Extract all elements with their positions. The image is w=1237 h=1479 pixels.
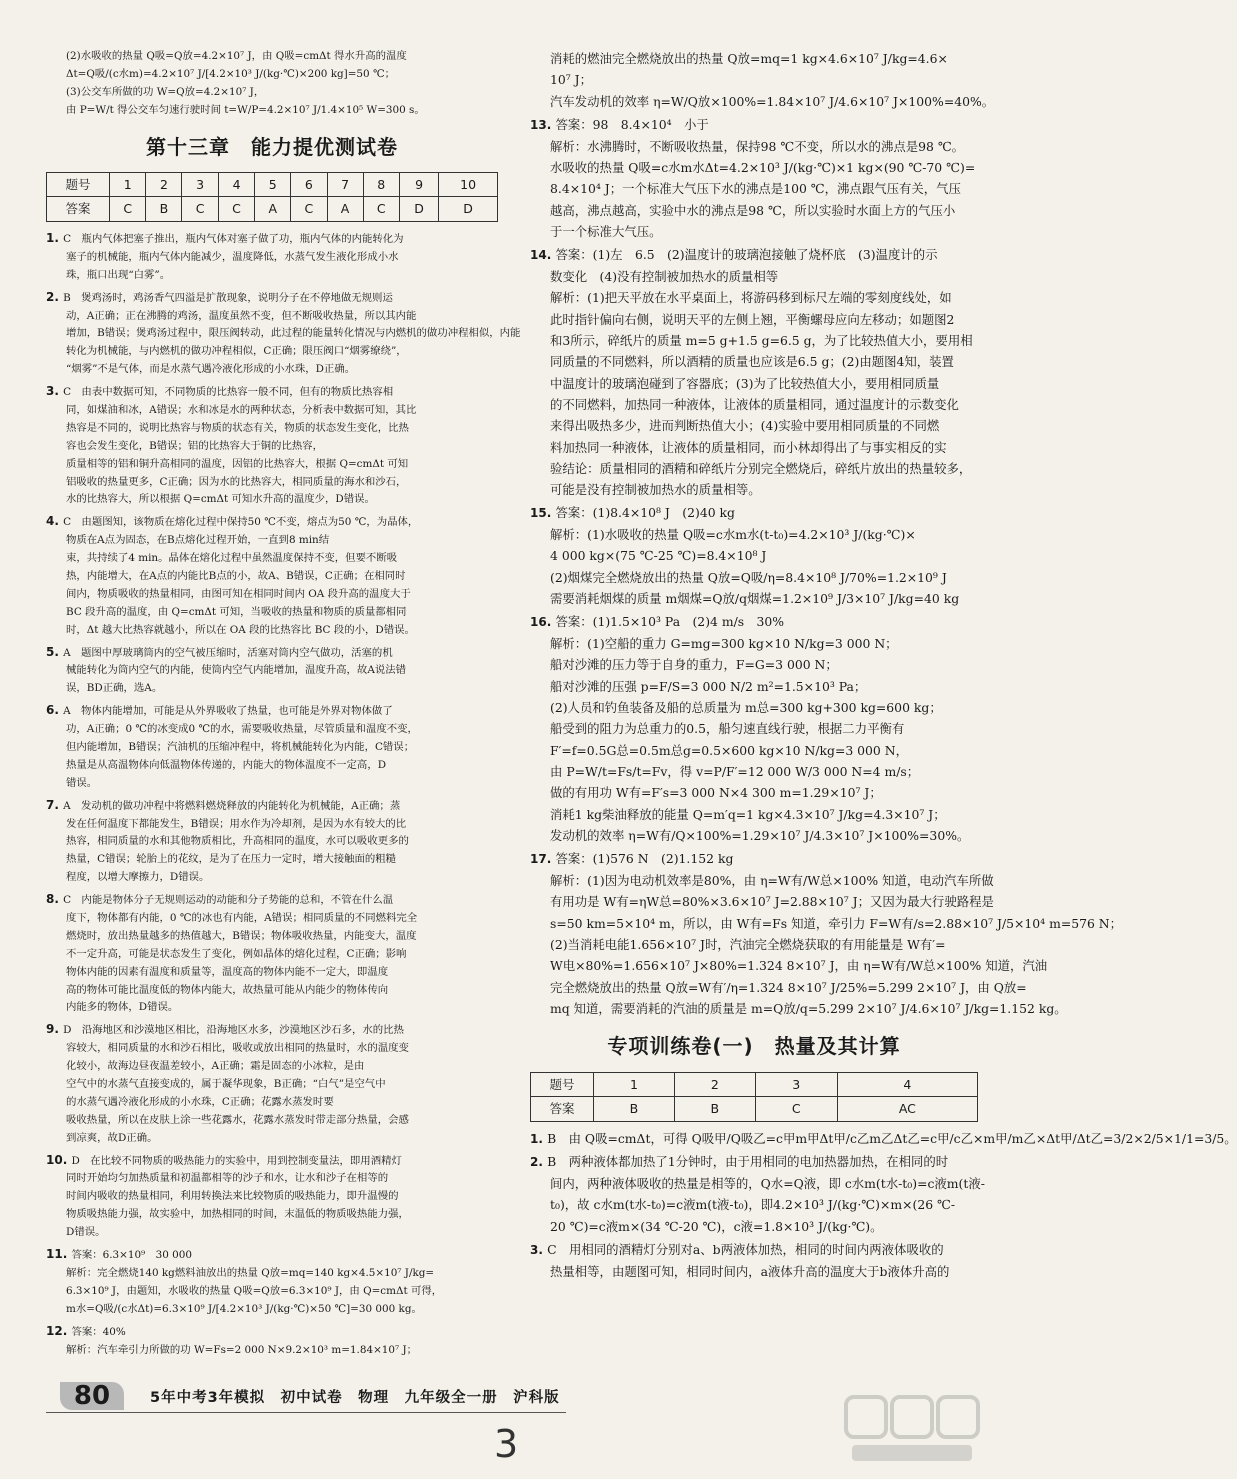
question-text: 转化为机械能，与内燃机的做功冲程相似，C正确；限压阀口“烟雾缭绕”， xyxy=(66,345,407,358)
question-text: D错误。 xyxy=(66,1226,106,1239)
question-text: BC 段升高的温度，由 Q=cmΔt 可知，当吸收的热量和物质的质量都相同 xyxy=(66,605,407,618)
question-text: 塞子的机械能，瓶内气体内能减少，温度降低，水蒸气发生液化形成小水 xyxy=(66,250,399,263)
watermark-logo-icon xyxy=(842,1389,982,1467)
question-text: 空气中的水蒸气直接变成的，属于凝华现象，B正确；“白气”是空气中 xyxy=(66,1078,386,1091)
question-text: 到凉爽，故D正确。 xyxy=(66,1131,158,1144)
table-cell-answer: C xyxy=(291,197,327,222)
question-text: 发在任何温度下都能发生，B错误；用水作为冷却剂，是因为水有较大的比 xyxy=(66,817,407,830)
question-text: 此时指针偏向右侧，说明天平的左侧上翘，平衡螺母应向左移动；如题图2 xyxy=(550,311,955,327)
table-cell-number: 6 xyxy=(291,172,327,197)
question-text: 答案：98 8.4×10⁴ 小于 xyxy=(555,116,709,132)
question-text: 的不同燃料，加热同一种液体，让液体的质量相同，通过温度计的示数变化 xyxy=(550,396,959,412)
question-number: 17. xyxy=(530,852,556,867)
question-item xyxy=(530,611,978,846)
question-text: 答案：(1)1.5×10³ Pa (2)4 m/s 30% xyxy=(555,614,785,630)
question-item xyxy=(530,1239,978,1282)
question-text: 船受到的阻力为总重力的0.5，船匀速直线行驶，根据二力平衡有 xyxy=(550,721,905,737)
question-text: 热容，相同质量的水和其他物质相比，升高相同的温度，水可以吸收更多的 xyxy=(66,835,409,848)
question-number: 16. xyxy=(530,615,556,630)
question-item xyxy=(530,1128,1237,1150)
question-text: 热，内能增大，在A点的内能比B点的小，故A、B错误，C正确；在相同时 xyxy=(66,569,406,582)
question-text: 动，A正确；正在沸腾的鸡汤，温度虽然不变，但不断吸收热量，所以其内能 xyxy=(66,309,417,322)
question-text: 料加热同一种液体，让液体的质量相同，而小林却得出了与事实相反的实 xyxy=(550,439,947,455)
question-text: 内能多的物体，D错误。 xyxy=(66,1001,179,1014)
table-cell-answer: A xyxy=(255,197,291,222)
text-line: (3)公交车所做的功 W=Q放=4.2×10⁷ J， xyxy=(66,85,265,98)
table-cell-number: 3 xyxy=(182,172,218,197)
table-cell-answer: B xyxy=(146,197,182,222)
question-text: 的水蒸气遇冷液化形成的小水珠，C正确；花露水蒸发时要 xyxy=(66,1095,334,1108)
question-text: 越高，沸点越高，实验中水的沸点是98 ℃，所以实验时水面上方的气压小 xyxy=(550,202,956,218)
question-text: 答案：6.3×10⁹ 30 000 xyxy=(71,1249,192,1262)
question-text: “烟雾”不是气体，而是水蒸气遇冷液化形成的小水珠，D正确。 xyxy=(66,363,356,376)
question-text: 时间内吸收的热量相同，利用转换法来比较物质的吸热能力，即升温慢的 xyxy=(66,1190,399,1203)
question-number: 5. xyxy=(46,644,64,659)
table-cell-answer: B xyxy=(674,1097,755,1122)
question-text: 于一个标准大气压。 xyxy=(550,223,662,239)
question-text: A 题图中厚玻璃筒内的空气被压缩时，活塞对筒内空气做功，活塞的机 xyxy=(63,646,393,659)
question-text: 验结论：质量相同的酒精和碎纸片分别完全燃烧后，碎纸片放出的热量较多， xyxy=(550,460,972,476)
question-text: t₀)，故 c水m(t水-t₀)=c液m(t液-t₀)，即4.2×10³ J/(kg·℃)×m×(26 ℃- xyxy=(550,1197,956,1213)
question-text: 容也会发生变化，B错误；铝的比热容大于铜的比热容， xyxy=(66,439,324,452)
question-text: 同，如煤油和冰，A错误；水和冰是水的两种状态，分析表中数据可知，其比 xyxy=(66,403,417,416)
table-cell-number: 1 xyxy=(594,1072,675,1097)
question-text: 束，共持续了4 min。晶体在熔化过程中虽然温度保持不变，但要不断吸 xyxy=(66,552,398,565)
table-answer-label: 答案 xyxy=(531,1097,594,1122)
question-text: C 内能是物体分子无规则运动的动能和分子势能的总和，不管在什么温 xyxy=(63,894,394,907)
question-text: 高的物体可能比温度低的物体内能大，故热量可能从内能少的物体传向 xyxy=(66,983,389,996)
question-item xyxy=(530,848,1123,1019)
question-item xyxy=(530,502,978,609)
table-cell-number: 2 xyxy=(146,172,182,197)
question-text: 容较大，相同质量的水和沙石相比，吸收或放出相同的热量时，水的温度变 xyxy=(66,1042,409,1055)
question-text: 水吸收的热量 Q吸=c水m水Δt=4.2×10³ J/(kg·℃)×1 kg×(90 ℃-70 ℃)= xyxy=(550,159,976,175)
question-text: 珠，瓶口出现“白雾”。 xyxy=(66,268,171,281)
question-text: (2)当消耗电能1.656×10⁷ J时，汽油完全燃烧获取的有用能量是 W有′= xyxy=(550,936,946,952)
question-text: 时，Δt 越大比热容就越小，所以在 OA 段的比热容比 BC 段的小，D错误。 xyxy=(66,623,415,636)
question-text: 由 P=W/t=Fs/t=Fv，得 v=P/F′=12 000 W/3 000 N=4 m/s； xyxy=(550,764,920,780)
question-text: 答案：40% xyxy=(71,1325,126,1338)
question-text: 热容是不同的，说明比热容与物质的状态有关，物质的状态发生变化，比热 xyxy=(66,421,409,434)
question-text: 解析：水沸腾时，不断吸收热量，保持98 ℃不变，所以水的沸点是98 ℃。 xyxy=(550,138,965,154)
question-item xyxy=(530,114,978,242)
special-training-questions xyxy=(530,1128,1237,1282)
question-text: 吸收热量，所以在皮肤上涂一些花露水，花露水蒸发时带走部分热量，会感 xyxy=(66,1113,409,1126)
table-cell-number: 10 xyxy=(439,172,498,197)
question-text: 答案：(1)8.4×10⁸ J (2)40 kg xyxy=(555,505,735,521)
question-text: 同时开始均匀加热质量和初温都相等的沙子和水，让水和沙子在相等的 xyxy=(66,1172,389,1185)
left-intro xyxy=(46,48,498,120)
question-text: 解析：汽车牵引力所做的功 W=Fs=2 000 N×9.2×10³ m=1.84×10⁷ J； xyxy=(66,1343,418,1356)
question-text: 解析：完全燃烧140 kg燃料油放出的热量 Q放=mq=140 kg×4.5×10⁷ J/kg= xyxy=(66,1266,435,1279)
question-text: 间内，两种液体吸收的热量是相等的，Q水=Q液，即 c水m(t水-t₀)=c液m(t液- xyxy=(550,1175,985,1191)
question-text: 数变化 (4)没有控制被加热水的质量相等 xyxy=(550,268,779,284)
question-number: 14. xyxy=(530,248,556,263)
question-text: 物体内能的因素有温度和质量等，温度高的物体内能不一定大，即温度 xyxy=(66,965,389,978)
question-number: 1. xyxy=(46,230,64,245)
question-text: 间内，物质吸收的热量相同，由图可知在相同时间内 OA 段升高的温度大于 xyxy=(66,587,411,600)
text-line: 汽车发动机的效率 η=W/Q放×100%=1.84×10⁷ J/4.6×10⁷ J×100%=40%。 xyxy=(550,93,995,109)
question-number: 1. xyxy=(530,1131,548,1146)
right-column xyxy=(530,48,1237,1282)
question-text: 答案：(1)576 N (2)1.152 kg xyxy=(555,851,734,867)
special-training-title: 专项训练卷(一) 热量及其计算 xyxy=(607,1034,901,1059)
question-text: 功，A正确；0 ℃的冰变成0 ℃的水，需要吸收热量，尽管质量和温度不变， xyxy=(66,723,418,736)
question-text: 误，BD正确，选A。 xyxy=(66,682,163,695)
question-text: 6.3×10⁹ J，由题知，水吸收的热量 Q吸=Q放=6.3×10⁹ J，由 Q=cmΔt 可得， xyxy=(66,1284,443,1297)
question-text: 和3所示，碎纸片的质量 m=5 g+1.5 g=6.5 g，为了比较热值大小，要用相 xyxy=(550,332,973,348)
question-text: 水的比热容大，所以根据 Q=cmΔt 可知水升高的温度少，D错误。 xyxy=(66,493,375,506)
chapter13-answer-table xyxy=(46,172,498,222)
question-text: 解析：(1)把天平放在水平桌面上，将游码移到标尺左端的零刻度线处，如 xyxy=(550,290,952,306)
question-text: 热量是从高温物体向低温物体传递的，内能大的物体温度不一定高，D xyxy=(66,758,387,771)
question-text: 有用功是 W有=ηW总=80%×3.6×10⁷ J=2.88×10⁷ J；又因为最大行驶路程是 xyxy=(550,894,994,910)
page-number: 80 xyxy=(60,1382,124,1410)
question-text: 船对沙滩的压强 p=F/S=3 000 N/2 m²=1.5×10³ Pa； xyxy=(550,678,867,694)
table-cell-number: 9 xyxy=(399,172,438,197)
footer-divider xyxy=(46,1412,566,1413)
question-item xyxy=(46,700,498,792)
question-number: 11. xyxy=(46,1247,72,1262)
question-text: 程度，以增大摩擦力，D错误。 xyxy=(66,871,210,884)
question-item xyxy=(46,287,521,379)
special-training-answer-table xyxy=(530,1072,978,1122)
question-item xyxy=(46,1321,498,1360)
text-line: 消耗的燃油完全燃烧放出的热量 Q放=mq=1 kg×4.6×10⁷ J/kg=4.6× xyxy=(550,51,948,66)
question-text: 20 ℃)=c液m×(34 ℃-20 ℃)，c液=1.8×10³ J/(kg·℃)。 xyxy=(550,1218,883,1234)
question-text: 燃烧时，放出热量越多的热值越大，B错误；物体吸收热量，内能变大，温度 xyxy=(66,929,417,942)
question-text: C 由表中数据可知，不同物质的比热容一般不同，但有的物质比热容相 xyxy=(63,386,394,399)
text-line: 10⁷ J； xyxy=(550,72,593,88)
question-text: 解析：(1)因为电动机效率是80%，由 η=W有/W总×100% 知道，电动汽车所做 xyxy=(550,872,994,888)
question-text: mq 知道，需要消耗的汽油的质量是 m=Q放/q=5.299 2×10⁷ J/4.6×10⁷ J/kg=1.152 kg。 xyxy=(550,1000,1067,1016)
right-intro xyxy=(530,48,995,112)
text-line: 由 P=W/t 得公交车匀速行驶时间 t=W/P=4.2×10⁷ J/1.4×10⁵ W=300 s。 xyxy=(66,103,425,116)
question-number: 13. xyxy=(530,117,556,132)
question-text: D 在比较不同物质的吸热能力的实验中，用到控制变量法，即用酒精灯 xyxy=(71,1154,402,1167)
table-cell-number: 4 xyxy=(218,172,254,197)
text-line: (2)水吸收的热量 Q吸=Q放=4.2×10⁷ J，由 Q吸=cmΔt 得水升高的温度 xyxy=(66,50,407,62)
question-text: 化较小，故海边昼夜温差较小，A正确；霜是固态的小冰粒，是由 xyxy=(66,1060,365,1073)
question-text: 热量，C错误；轮胎上的花纹，是为了在压力一定时，增大接触面的粗糙 xyxy=(66,853,397,866)
question-number: 9. xyxy=(46,1022,64,1037)
text-line: Δt=Q吸/(c水m)=4.2×10⁷ J/[4.2×10³ J/(kg·℃)×200 kg]=50 ℃； xyxy=(66,67,395,80)
question-item xyxy=(46,1150,498,1242)
question-text: (2)人员和钓鱼装备及船的总质量为 m总=300 kg+300 kg=600 kg； xyxy=(550,700,942,716)
question-text: F′=f=0.5G总=0.5m总g=0.5×600 kg×10 N/kg=3 000 N， xyxy=(550,742,908,758)
question-text: 8.4×10⁴ J；一个标准大气压下水的沸点是100 ℃，沸点跟气压有关，气压 xyxy=(550,181,961,197)
question-number: 6. xyxy=(46,703,64,718)
question-text: 答案：(1)左 6.5 (2)温度计的玻璃泡接触了烧杯底 (3)温度计的示 xyxy=(555,247,938,263)
question-text: 解析：(1)水吸收的热量 Q吸=c水m水(t-t₀)=4.2×10³ J/(kg·℃)× xyxy=(550,527,916,543)
table-cell-answer: B xyxy=(594,1097,675,1122)
table-cell-answer: A xyxy=(327,197,363,222)
question-text: 度下，物体都有内能，0 ℃的冰也有内能，A错误；相同质量的不同燃料完全 xyxy=(66,912,418,925)
question-text: C 由题图知，该物质在熔化过程中保持50 ℃不变，熔点为50 ℃，为晶体， xyxy=(63,516,419,529)
question-text: 但内能增加，B错误；汽油机的压缩冲程中，将机械能转化为内能，C错误； xyxy=(66,741,415,753)
table-cell-answer: C xyxy=(182,197,218,222)
chapter13-questions-cont xyxy=(530,114,1123,1019)
chapter13-questions xyxy=(46,228,521,1359)
question-text: 增加，B错误；煲鸡汤过程中，限压阀转动，此过程的能量转化情况与内燃机的做功冲程相似，内能 xyxy=(66,327,521,340)
question-text: 可能是没有控制被加热水的质量相等。 xyxy=(550,482,761,498)
question-text: A 物体内能增加，可能是从外界吸收了热量，也可能是外界对物体做了 xyxy=(63,705,393,718)
question-text: 质量相等的铝和铜升高相同的温度，因铝的比热容大，根据 Q=cmΔt 可知 xyxy=(66,457,409,470)
question-text: B 两种液体都加热了1分钟时，由于用相同的电加热器加热，在相同的时 xyxy=(547,1154,949,1170)
question-text: 铝吸收的热量更多，C正确；因为水的比热容大，相同质量的海水和沙石， xyxy=(66,475,407,488)
question-item xyxy=(46,1244,498,1319)
question-item xyxy=(46,1019,498,1147)
question-text: C 瓶内气体把塞子推出，瓶内气体对塞子做了功，瓶内气体的内能转化为 xyxy=(63,232,404,245)
question-item xyxy=(46,889,498,1017)
question-item xyxy=(530,1151,985,1237)
question-number: 8. xyxy=(46,892,64,907)
question-text: 中温度计的玻璃泡碰到了容器底；(3)为了比较热值大小，要用相同质量 xyxy=(550,375,940,391)
question-text: 热量相等，由题图可知，相同时间内，a液体升高的温度大于b液体升高的 xyxy=(550,1263,950,1279)
question-item xyxy=(530,244,978,500)
table-cell-number: 4 xyxy=(837,1072,977,1097)
question-number: 15. xyxy=(530,506,556,521)
question-number: 3. xyxy=(530,1242,548,1257)
question-text: 物质吸热能力强，故实验中，加热相同的时间，末温低的物质吸热能力强， xyxy=(66,1208,409,1221)
question-item xyxy=(46,642,498,699)
question-number: 10. xyxy=(46,1152,72,1167)
question-text: 解析：(1)空船的重力 G=mg=300 kg×10 N/kg=3 000 N； xyxy=(550,636,898,652)
question-number: 2. xyxy=(46,289,64,304)
table-header-label: 题号 xyxy=(531,1072,594,1097)
question-item xyxy=(46,381,498,509)
question-text: 错误。 xyxy=(66,776,98,789)
question-text: 同质量的不同燃料，所以酒精的质量也应该是6.5 g；(2)由题图4知，装置 xyxy=(550,354,954,370)
table-cell-answer: D xyxy=(439,197,498,222)
book-title: 5年中考3年模拟 初中试卷 物理 九年级全一册 沪科版 xyxy=(150,1390,560,1406)
question-text: (2)烟煤完全燃烧放出的热量 Q放=Q吸/η=8.4×10⁸ J/70%=1.2×10⁹ J xyxy=(550,569,947,585)
table-cell-answer: D xyxy=(399,197,438,222)
question-text: 来得出吸热多少，进而判断热值大小；(4)实验中要用相同质量的不同燃 xyxy=(550,418,940,434)
question-text: 完全燃烧放出的热量 Q放=W有′/η=1.324 8×10⁷ J/25%=5.299 2×10⁷ J，由 Q放= xyxy=(550,979,1027,995)
question-number: 7. xyxy=(46,797,64,812)
question-text: B 由 Q吸=cmΔt，可得 Q吸甲/Q吸乙=c甲m甲Δt甲/c乙m乙Δt乙=c甲/c乙×m甲/m乙×Δt甲/Δt乙=3/2×2/5×1/1=3/5。 xyxy=(547,1130,1237,1146)
question-text: A 发动机的做功冲程中将燃料燃烧释放的内能转化为机械能，A正确；蒸 xyxy=(63,799,401,812)
question-item xyxy=(46,228,498,285)
question-text: 做的有用功 W有=F′s=3 000 N×4 300 m=1.29×10⁷ J； xyxy=(550,785,882,801)
table-cell-number: 1 xyxy=(110,172,146,197)
question-number: 4. xyxy=(46,514,64,529)
chapter13-title: 第十三章 能力提优测试卷 xyxy=(146,134,398,159)
table-cell-answer: AC xyxy=(837,1097,977,1122)
table-cell-number: 7 xyxy=(327,172,363,197)
question-text: 船对沙滩的压力等于自身的重力，F=G=3 000 N； xyxy=(550,657,838,673)
question-text: 消耗1 kg柴油释放的能量 Q=m′q=1 kg×4.3×10⁷ J/kg=4.3×10⁷ J； xyxy=(550,806,946,822)
question-number: 3. xyxy=(46,384,64,399)
left-column xyxy=(46,48,521,1359)
question-text: m水=Q吸/(c水Δt)=6.3×10⁹ J/[4.2×10³ J/(kg·℃)×50 ℃]=30 000 kg。 xyxy=(66,1302,422,1315)
question-number: 2. xyxy=(530,1155,548,1170)
question-text: C 用相同的酒精灯分别对a、b两液体加热，相同的时间内两液体吸收的 xyxy=(547,1241,944,1257)
table-cell-answer: C xyxy=(218,197,254,222)
question-text: 发动机的效率 η=W有/Q×100%=1.29×10⁷ J/4.3×10⁷ J×100%=30%。 xyxy=(550,828,970,843)
question-item xyxy=(46,511,498,639)
question-text: 物质在A点为固态，在B点熔化过程开始，一直到8 min结 xyxy=(66,534,330,547)
question-text: 不一定升高，可能是状态发生了变化，例如晶体的熔化过程，C正确；影响 xyxy=(66,947,407,960)
question-number: 12. xyxy=(46,1323,72,1338)
table-cell-answer: C xyxy=(363,197,399,222)
table-cell-number: 2 xyxy=(674,1072,755,1097)
table-cell-number: 5 xyxy=(255,172,291,197)
table-answer-label: 答案 xyxy=(47,197,110,222)
question-text: 需要消耗烟煤的质量 m烟煤=Q放/q烟煤=1.2×10⁹ J/3×10⁷ J/kg=40 kg xyxy=(550,591,960,607)
table-cell-number: 8 xyxy=(363,172,399,197)
question-text: D 沿海地区和沙漠地区相比，沿海地区水多，沙漠地区沙石多，水的比热 xyxy=(63,1024,404,1037)
question-item xyxy=(46,795,498,887)
question-text: 4 000 kg×(75 ℃-25 ℃)=8.4×10⁸ J xyxy=(550,548,767,564)
table-cell-number: 3 xyxy=(755,1072,837,1097)
table-header-label: 题号 xyxy=(47,172,110,197)
question-text: s=50 km=5×10⁴ m，所以，由 W有=Fs 知道，牵引力 F=W有/s=2.88×10⁷ J/5×10⁴ m=576 N； xyxy=(550,915,1123,931)
question-text: 械能转化为筒内空气的内能，使筒内空气内能增加，温度升高，故A说法错 xyxy=(66,664,407,677)
table-cell-answer: C xyxy=(110,197,146,222)
question-text: B 煲鸡汤时，鸡汤香气四溢是扩散现象，说明分子在不停地做无规则运 xyxy=(63,291,393,304)
table-cell-answer: C xyxy=(755,1097,837,1122)
question-text: W电×80%=1.656×10⁷ J×80%=1.324 8×10⁷ J，由 η=W有/W总×100% 知道，汽油 xyxy=(550,958,1048,974)
handwritten-mark: 3 xyxy=(494,1422,519,1466)
